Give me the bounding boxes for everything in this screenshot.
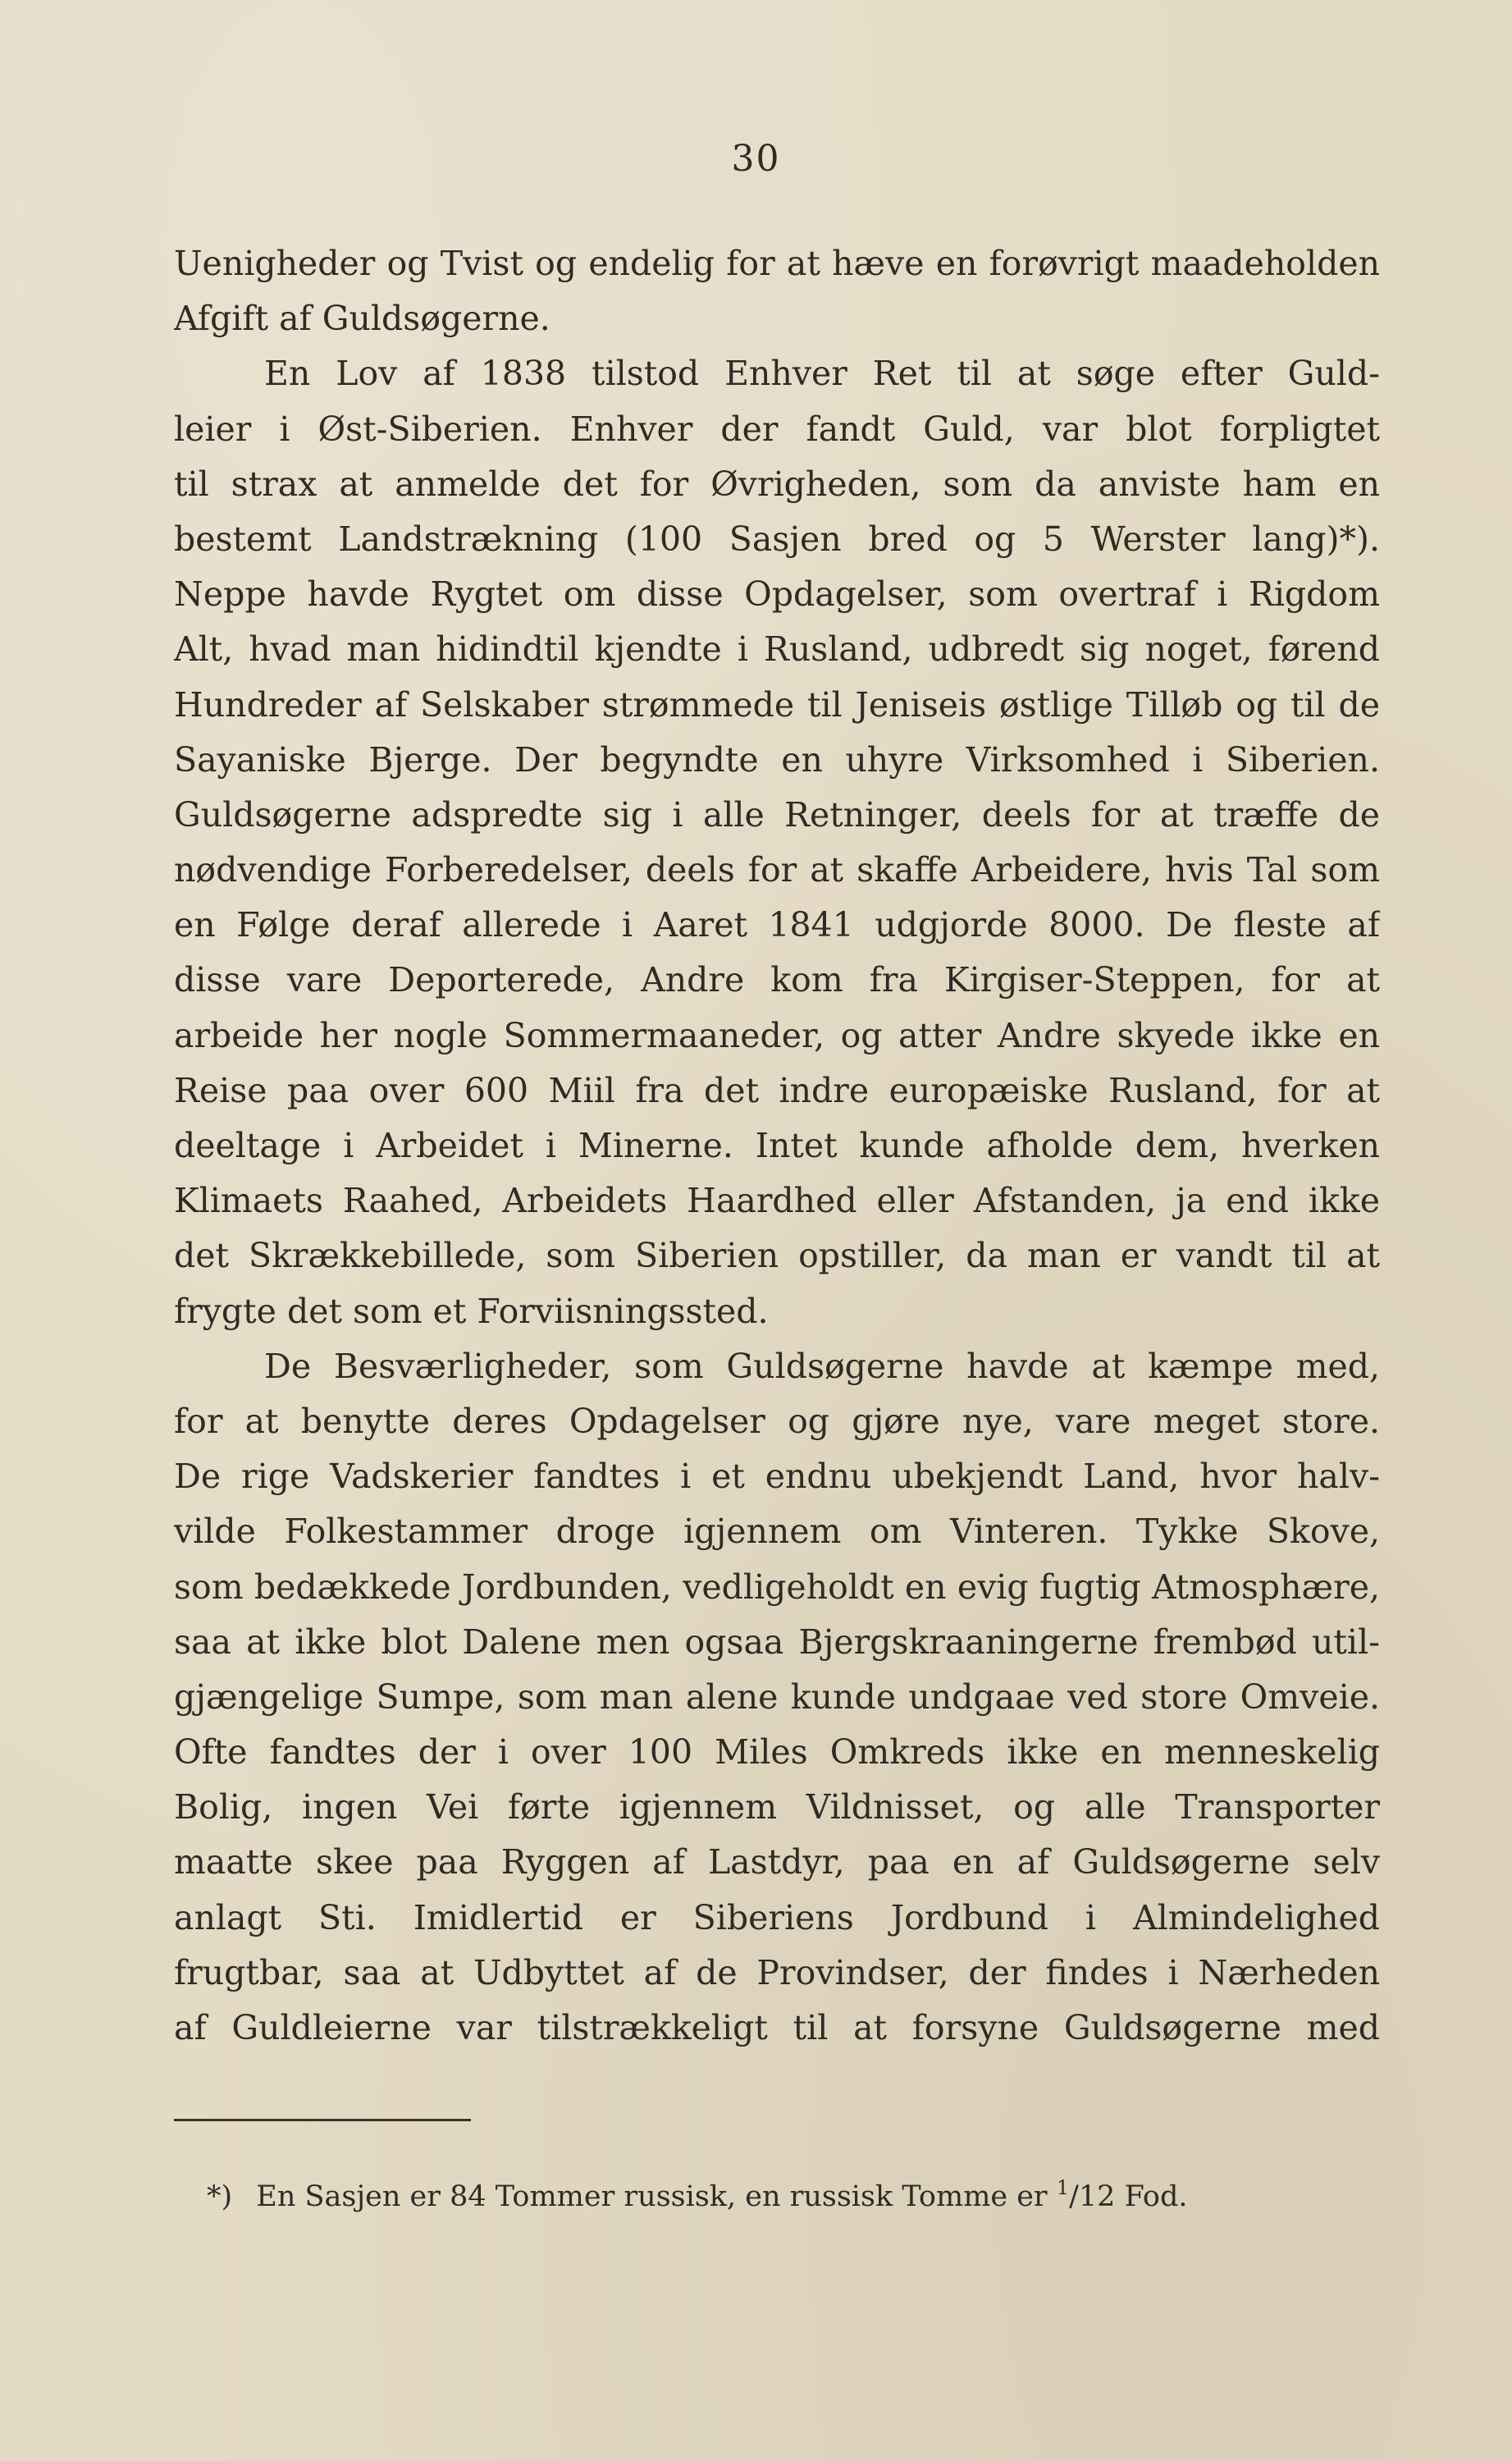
- text-line: saa at ikke blot Dalene men ogsaa Bjergskraaningerne frembød util-: [174, 1622, 1380, 1662]
- footnote-unit: Fod.: [1124, 2180, 1188, 2213]
- text-line: leier i Øst-Siberien. Enhver der fandt Guld, var blot forpligtet: [174, 409, 1380, 449]
- text-line: En Lov af 1838 tilstod Enhver Ret til at søge efter Guld-: [264, 354, 1380, 394]
- text-line: vilde Folkestammer droge igjennem om Vinteren. Tykke Skove,: [174, 1512, 1380, 1552]
- footnote-divider: [174, 2119, 471, 2121]
- text-line: gjængelige Sumpe, som man alene kunde undgaae ved store Omveie.: [174, 1676, 1380, 1717]
- text-line: deeltage i Arbeidet i Minerne. Intet kunde afholde dem, hverken: [174, 1126, 1380, 1165]
- text-line: De rige Vadskerier fandtes i et endnu ubekjendt Land, hvor halv-: [174, 1457, 1380, 1497]
- text-line: det Skrækkebillede, som Siberien opstiller, da man er vandt til at: [174, 1236, 1380, 1276]
- fraction-numerator: 1: [1056, 2176, 1070, 2199]
- text-line: anlagt Sti. Imidlertid er Siberiens Jordbund i Almindelighed: [174, 1897, 1380, 1937]
- text-line: som bedækkede Jordbunden, vedligeholdt en evig fugtig Atmosphære,: [174, 1567, 1380, 1607]
- footnote: [207, 2176, 1188, 2213]
- text-line: Sayaniske Bjerge. Der begyndte en uhyre Virksomhed i Siberien.: [174, 739, 1380, 780]
- text-line: en Følge deraf allerede i Aaret 1841 udgjorde 8000. De fleste af: [174, 905, 1380, 945]
- text-line: af Guldleierne var tilstrækkeligt til at forsyne Guldsøgerne med: [174, 2008, 1380, 2047]
- text-line: frygte det som et Forviisningssted.: [174, 1291, 769, 1331]
- text-line: Ofte fandtes der i over 100 Miles Omkreds ikke en menneskelig: [174, 1732, 1380, 1773]
- text-line: arbeide her nogle Sommermaaneder, og atter Andre skyede ikke en: [174, 1015, 1380, 1055]
- page-number: 30: [731, 138, 781, 180]
- text-line: Bolig, ingen Vei førte igjennem Vildnisset, og alle Transporter: [174, 1787, 1380, 1827]
- text-line: disse vare Deporterede, Andre kom fra Kirgiser-Steppen, for at: [174, 960, 1380, 1000]
- text-line: Neppe havde Rygtet om disse Opdagelser, som overtraf i Rigdom: [174, 574, 1380, 615]
- body-text: [174, 236, 1380, 2056]
- text-line: nødvendige Forberedelser, deels for at skaffe Arbeidere, hvis Tal som: [174, 850, 1380, 890]
- text-line: Reise paa over 600 Miil fra det indre europæiske Rusland, for at: [174, 1070, 1380, 1110]
- text-line: Guldsøgerne adspredte sig i alle Retninger, deels for at træffe de: [174, 794, 1380, 835]
- text-line: maatte skee paa Ryggen af Lastdyr, paa en af Guldsøgerne selv: [174, 1842, 1380, 1882]
- text-line: frugtbar, saa at Udbyttet af de Provindser, der findes i Nærheden: [174, 1952, 1380, 1992]
- text-line: De Besværligheder, som Guldsøgerne havde at kæmpe med,: [264, 1346, 1380, 1386]
- fraction-denominator: /12: [1069, 2180, 1116, 2213]
- text-line: Uenigheder og Tvist og endelig for at hæve en forøvrigt maadeholden: [174, 244, 1380, 283]
- footnote-text: En Sasjen er 84 Tommer russisk, en russisk Tomme er: [256, 2180, 1048, 2213]
- text-line: Klimaets Raahed, Arbeidets Haardhed eller Afstanden, ja end ikke: [174, 1181, 1380, 1221]
- footnote-marker: *): [207, 2180, 233, 2213]
- text-line: bestemt Landstrækning (100 Sasjen bred og 5 Werster lang)*).: [174, 519, 1380, 559]
- text-line: til strax at anmelde det for Øvrigheden, som da anviste ham en: [174, 464, 1380, 504]
- text-line: Afgift af Guldsøgerne.: [174, 299, 550, 339]
- text-line: Alt, hvad man hidindtil kjendte i Rusland, udbredt sig noget, førend: [174, 629, 1380, 670]
- text-line: Hundreder af Selskaber strømmede til Jeniseis østlige Tilløb og til de: [174, 684, 1380, 725]
- text-line: for at benytte deres Opdagelser og gjøre nye, vare meget store.: [174, 1401, 1380, 1441]
